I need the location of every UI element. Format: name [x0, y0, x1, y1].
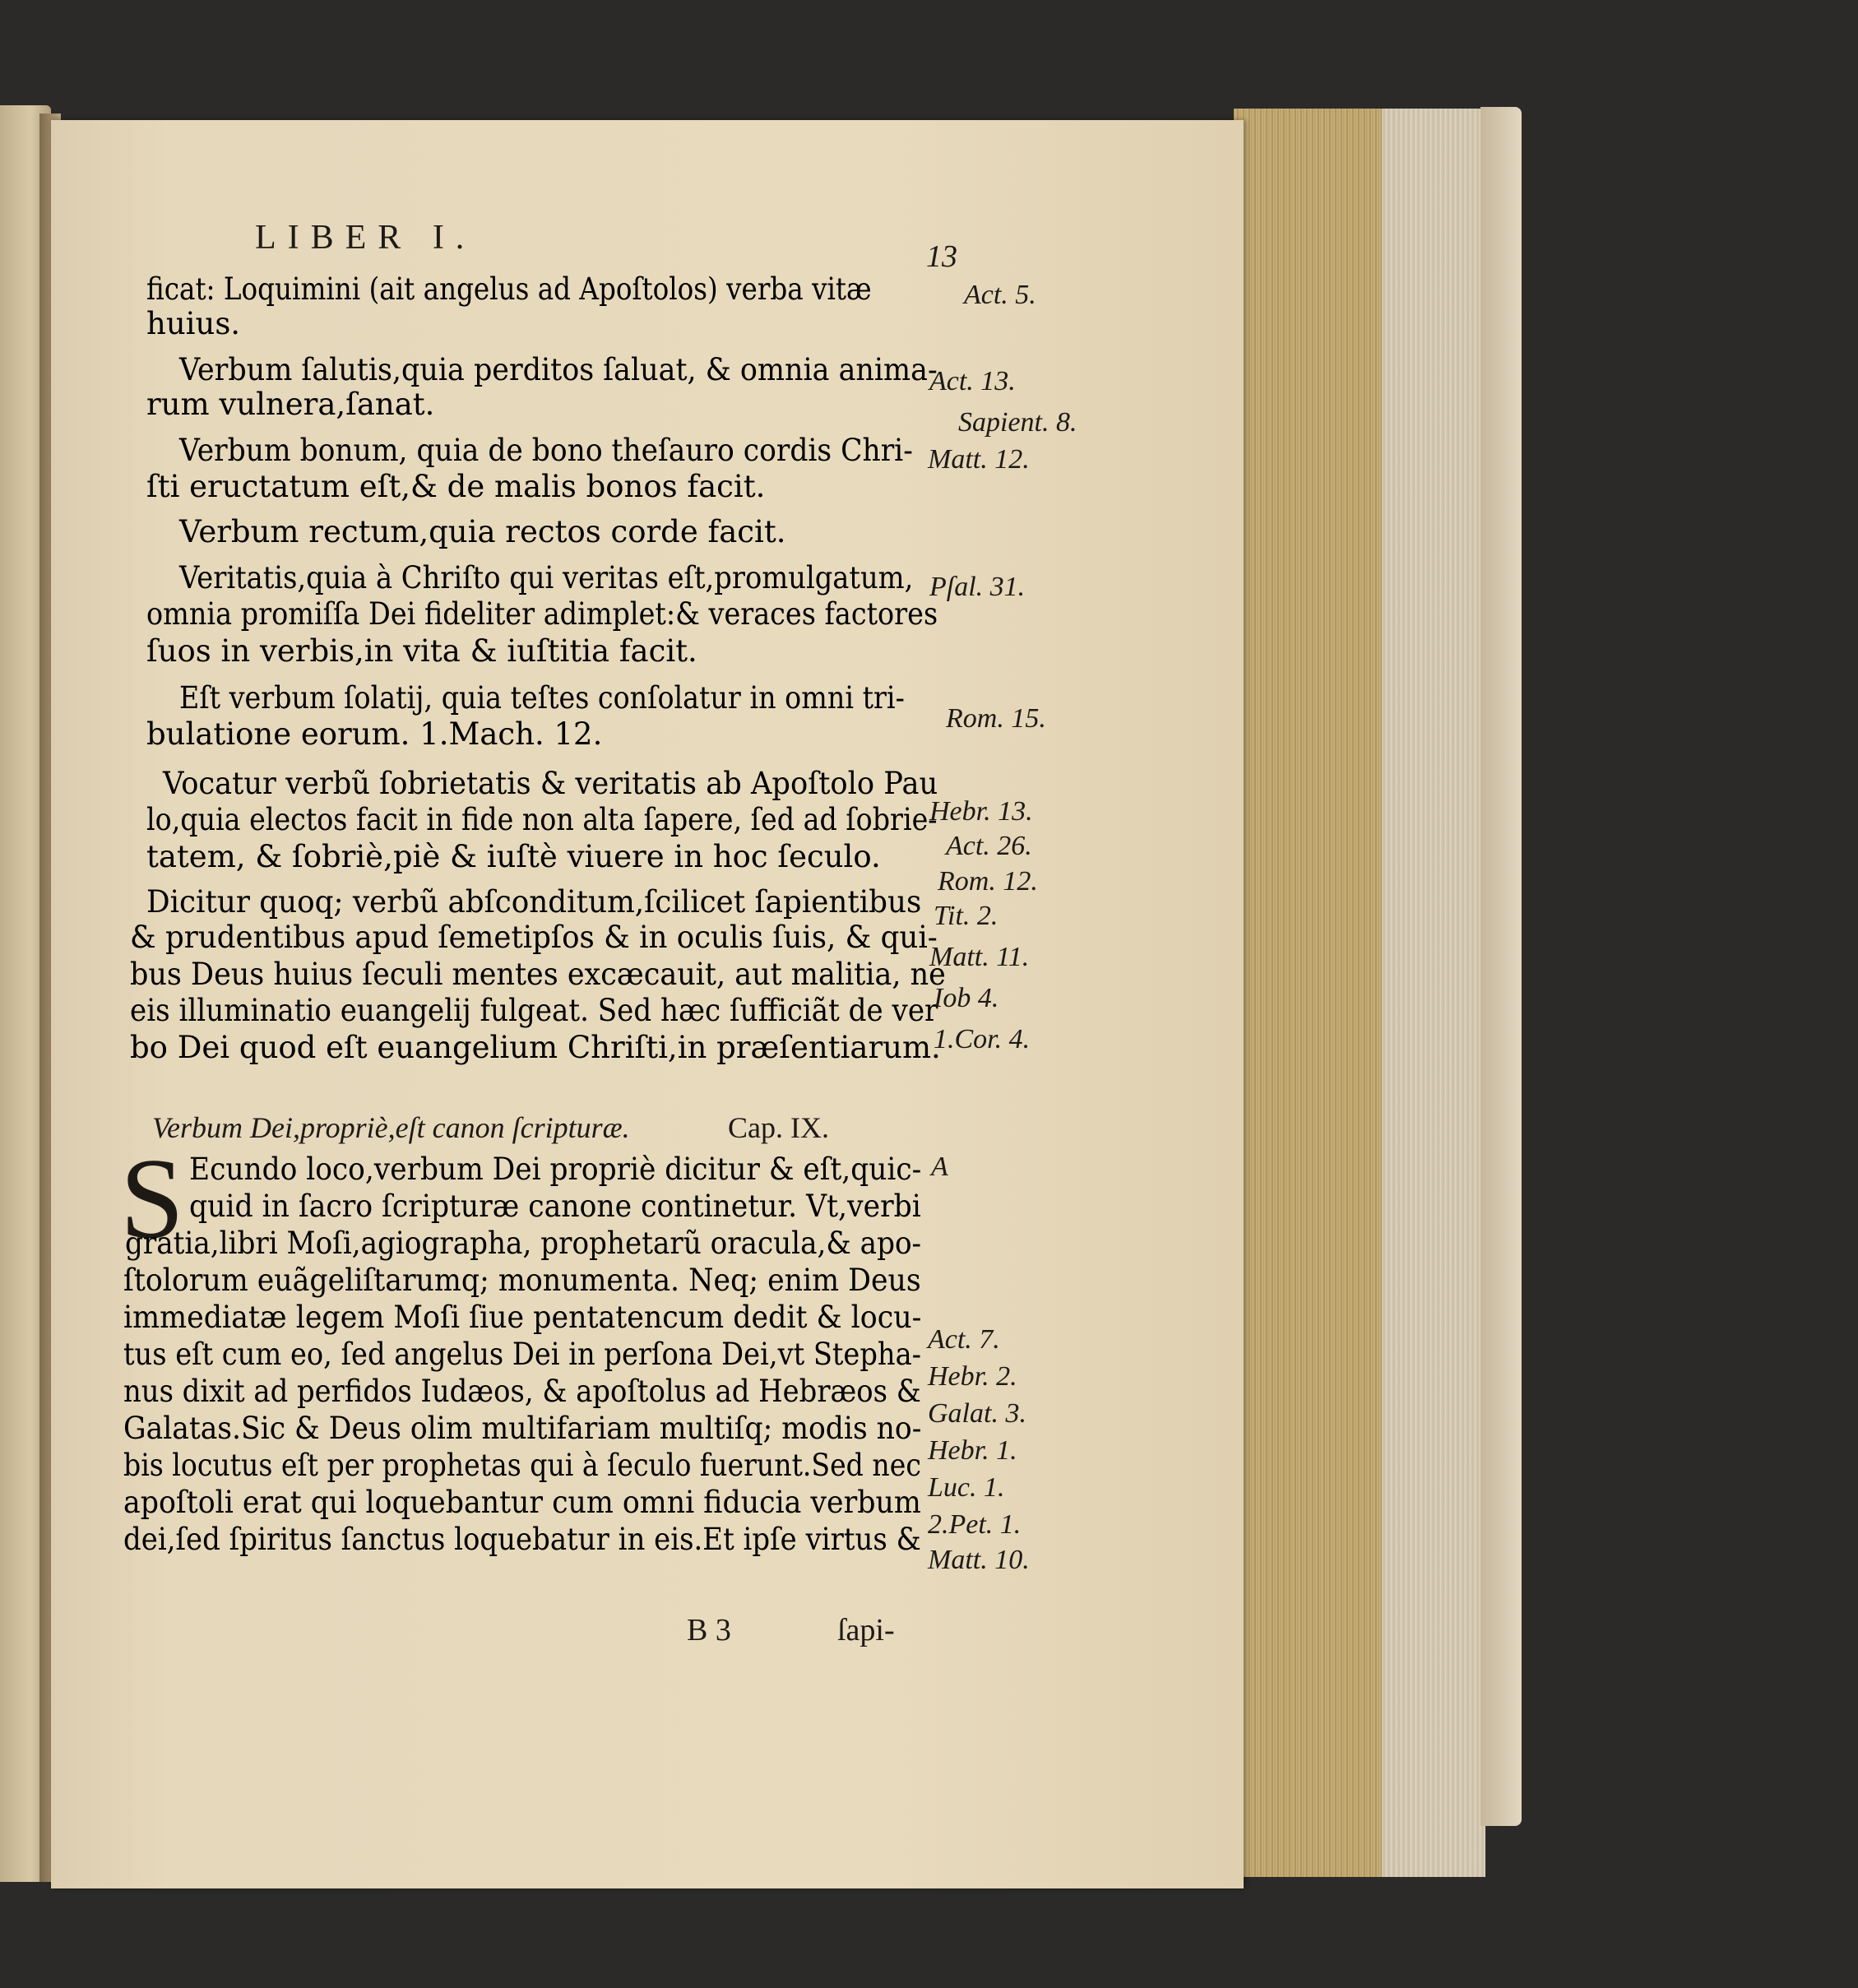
text-line: quid in ſacro ſcripturæ canone continetur. Vt,verbi	[189, 1189, 921, 1224]
margin-note: Rom. 12.	[938, 866, 1038, 897]
drop-cap: S	[120, 1135, 184, 1263]
margin-note: Act. 5.	[964, 280, 1036, 310]
text-line: Verbum bonum, quia de bono theſauro cordis Chri-	[179, 433, 913, 468]
margin-note: 2.Pet. 1.	[928, 1509, 1022, 1540]
text-line: ficat: Loquimini (ait angelus ad Apoſtolos) verba vitæ	[146, 271, 872, 307]
margin-note: Matt. 12.	[928, 444, 1030, 475]
margin-note: Pſal. 31.	[929, 572, 1026, 602]
chapter-number: Cap. IX.	[728, 1111, 829, 1144]
margin-note: 1.Cor. 4.	[934, 1024, 1031, 1054]
margin-note: Act. 7.	[928, 1324, 1000, 1355]
chapter-heading: Verbum Dei,propriè,eſt canon ſcripturæ.	[152, 1111, 630, 1144]
text-line: gratia,libri Moſi,agiographa, prophetarũ oracula,& apo-	[125, 1226, 922, 1261]
text-line: Veritatis,quia à Chriſto qui veritas eſt,promulgatum,	[179, 560, 914, 595]
margin-note: A	[931, 1152, 948, 1182]
margin-note: Tit. 2.	[934, 901, 999, 931]
text-line: apoſtoli erat qui loquebantur cum omni fiducia verbum	[123, 1485, 921, 1520]
text-line: & prudentibus apud ſemetipſos & in oculis ſuis, & qui-	[130, 920, 938, 955]
text-line: immediatæ legem Moſi ſiue pentatencum dedit & locu-	[123, 1300, 922, 1335]
text-line: huius.	[146, 306, 241, 341]
margin-note: Act. 13.	[929, 366, 1016, 396]
text-line: Dicitur quoq; verbũ abſconditum,ſcilicet ſapientibus	[146, 884, 922, 920]
text-line: Ecundo loco,verbum Dei propriè dicitur & eſt,quic-	[189, 1152, 922, 1187]
text-line: nus dixit ad perfidos Iudæos, & apoſtolus ad Hebræos &	[123, 1374, 921, 1409]
margin-note: Hebr. 2.	[928, 1361, 1017, 1392]
text-line: tatem, & ſobriè,piè & iuſtè viuere in hoc ſeculo.	[146, 839, 881, 874]
text-line: bo Dei quod eſt euangelium Chriſti,in præſentiarum.	[130, 1030, 941, 1065]
text-line: Verbum rectum,quia rectos corde facit.	[179, 514, 786, 549]
margin-note: Rom. 15.	[946, 703, 1046, 734]
text-line: ſuos in verbis,in vita & iuſtitia facit.	[146, 633, 697, 669]
margin-note: Galat. 3.	[928, 1398, 1026, 1429]
text-line: rum vulnera,ſanat.	[146, 387, 435, 422]
text-line: lo,quia electos facit in fide non alta ſapere, ſed ad ſobrie-	[146, 802, 938, 837]
running-head: LIBER I.	[255, 219, 476, 257]
page-block-edge-light	[1382, 109, 1485, 1877]
text-line: tus eſt cum eo, ſed angelus Dei in perſona Dei,vt Stepha-	[123, 1337, 922, 1372]
margin-note: Luc. 1.	[928, 1472, 1005, 1503]
text-line: Verbum ſalutis,quia perditos ſaluat, & omnia anima-	[179, 352, 938, 387]
text-line: bis locutus eſt per prophetas qui à ſeculo fuerunt.Sed nec	[123, 1448, 921, 1483]
text-line: bulatione eorum. 1.Mach. 12.	[146, 716, 603, 752]
back-cover	[1480, 107, 1522, 1826]
margin-note: Hebr. 1.	[928, 1435, 1017, 1466]
text-line: Eſt verbum ſolatij, quia teſtes conſolatur in omni tri-	[179, 680, 905, 716]
folio: 13	[926, 239, 957, 274]
text-line: omnia promiſſa Dei fideliter adimplet:& veraces factores	[146, 596, 938, 632]
catchword: ſapi-	[837, 1613, 895, 1647]
signature-mark: B 3	[687, 1613, 731, 1647]
margin-note: Act. 26.	[946, 831, 1032, 861]
text-line: dei,ſed ſpiritus ſanctus loquebatur in eis.Et ipſe virtus &	[123, 1522, 921, 1557]
text-line: bus Deus huius ſeculi mentes excæcauit, aut malitia, ne	[130, 957, 946, 992]
margin-note: Matt. 11.	[929, 942, 1030, 972]
text-line: Galatas.Sic & Deus olim multifariam multiſq; modis no-	[123, 1411, 922, 1446]
margin-note: Iob 4.	[934, 983, 999, 1013]
text-line: ſti eructatum eſt,& de malis bonos facit.	[146, 469, 766, 504]
text-line: eis illuminatio euangelij fulgeat. Sed hæc ſufficiãt de ver	[130, 993, 938, 1028]
margin-note: Hebr. 13.	[929, 796, 1033, 827]
text-line: Vocatur verbũ ſobrietatis & veritatis ab Apoſtolo Pau	[163, 766, 938, 801]
margin-note: Sapient. 8.	[958, 407, 1077, 438]
text-line: ſtolorum euãgeliſtarumq; monumenta. Neq; enim Deus	[123, 1263, 921, 1298]
margin-note: Matt. 10.	[928, 1545, 1030, 1575]
